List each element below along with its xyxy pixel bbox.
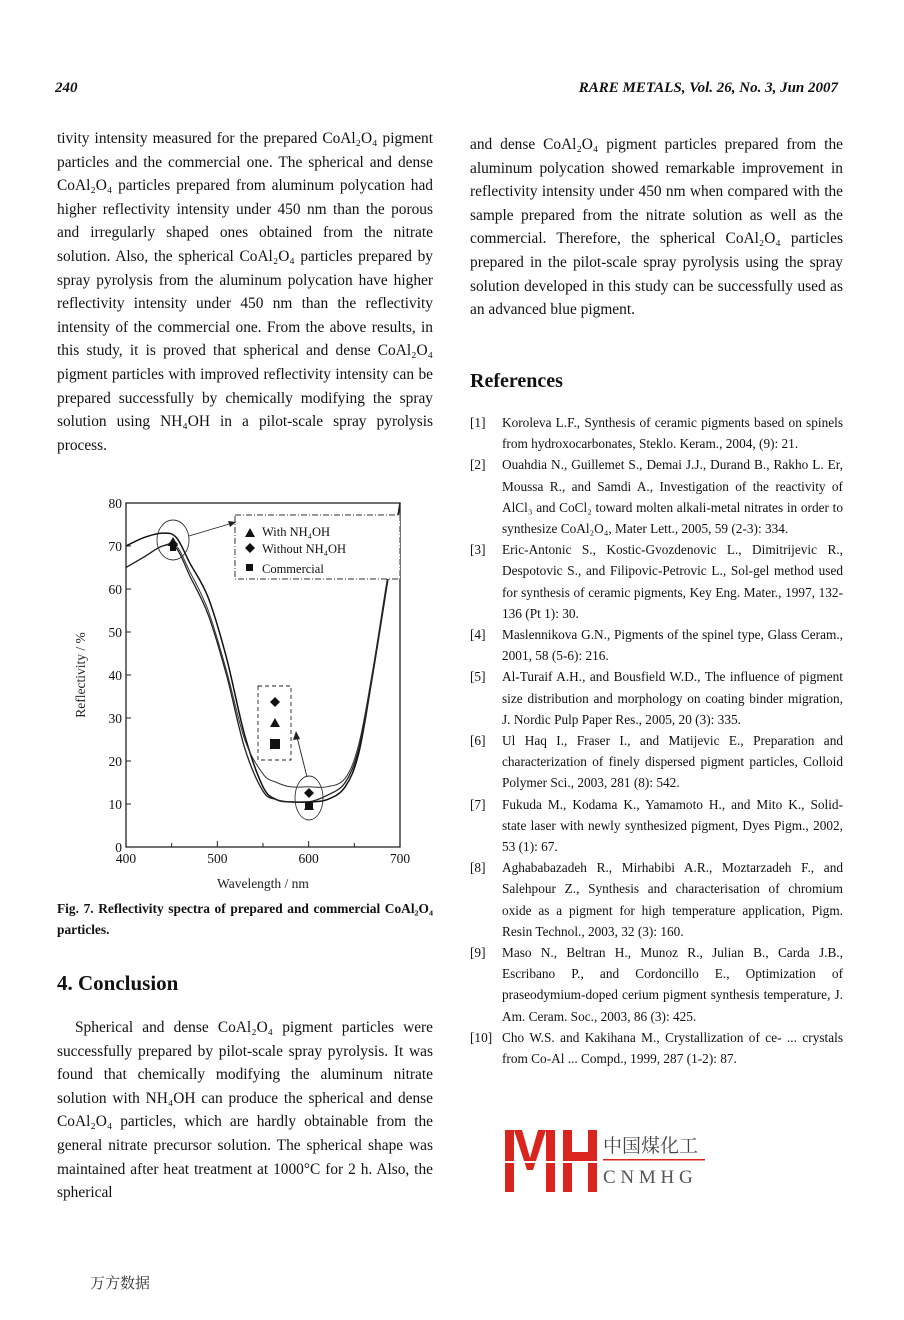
reference-text: Maslennikova G.N., Pigments of the spinel type, Glass Ceram., 2001, 58 (5-6): 216. xyxy=(502,627,843,664)
reference-number: [2] xyxy=(470,457,486,473)
reference-number: [9] xyxy=(470,945,486,961)
footer-source: 万方数据 xyxy=(90,1274,151,1292)
reference-number: [10] xyxy=(470,1029,493,1045)
annotation-peak-ellipse xyxy=(157,520,236,560)
references-title: References xyxy=(470,370,563,392)
right-paragraph-text: and dense CoAl₂O₄ pigment particles prepared from the aluminum polycation showed remarkable improvement in reflectivity intensity under 450 nm when compared with the sample prepared from the nitrate solution as well as the commercial. Therefore, the spherical CoAl₂O₄ particles prepared in the pilot-scale spray pyrolysis using the spray solution developed in this study can be successfully used as an advanced blue pigment. xyxy=(470,136,843,319)
svg-text:70: 70 xyxy=(108,539,122,554)
reference-number: [6] xyxy=(470,733,486,749)
left-paragraph xyxy=(57,127,433,457)
svg-text:Commercial: Commercial xyxy=(262,562,324,576)
conclusion-text: Spherical and dense CoAl₂O₄ pigment particles were successfully prepared by pilot-scale spray pyrolysis. It was found that chemically modifying the aluminum nitrate solution with NH₄OH can produce the spherical and dense CoAl₂O₄ particles, which are hardly obtainable from the general nitrate precursor solution. The spherical shape was maintained after heat treatment at 1000°C for 2 h. Also, the spherical xyxy=(57,1019,433,1202)
svg-text:Without NH₄OH: Without NH₄OH xyxy=(262,542,347,556)
svg-text:0: 0 xyxy=(115,840,122,855)
svg-text:50: 50 xyxy=(108,625,122,640)
reference-number: [3] xyxy=(470,542,486,558)
svg-text:700: 700 xyxy=(389,851,411,866)
page-number: 240 xyxy=(55,80,78,96)
reference-number: [7] xyxy=(470,796,486,812)
references-list xyxy=(470,412,843,1069)
reference-text: Cho W.S. and Kakihana M., Crystallization of ce- ... crystals from Co-Al ... Compd., 1999, 287 (1-2): 87. xyxy=(502,1029,843,1067)
reference-item xyxy=(470,412,843,454)
svg-text:20: 20 xyxy=(108,754,122,769)
reference-item xyxy=(470,942,843,1027)
journal-header: RARE METALS, Vol. 26, No. 3, Jun 2007 xyxy=(578,80,838,96)
reflectivity-chart xyxy=(60,488,440,898)
reference-text: Eric-Antonic S., Kostic-Gvozdenovic L., Dimitrijevic R., Despotovic S., and Filipovic-Petrovic L., Sol-gel method used for synthesis of ceramic pigments, Key Eng. Mater., 1997, 132-136 (Pt 1): 30. xyxy=(502,542,843,621)
reference-item xyxy=(470,857,843,942)
y-axis-ticks xyxy=(109,496,132,855)
reference-text: Aghababazadeh R., Mirhabibi A.R., Moztarzadeh F., and Salehpour Z., Synthesis and characterisation of chromium oxide as a pigment for high temperature application, Pigm. Resin Technol., 2003, 32 (3): 160. xyxy=(502,860,843,939)
conclusion-paragraph xyxy=(57,1016,433,1205)
figure-caption: Fig. 7. Reflectivity spectra of prepared and commercial CoAl₂O₄ particles. xyxy=(57,901,433,937)
reference-number: [1] xyxy=(470,415,486,430)
reference-text: Maso N., Beltran H., Munoz R., Julian B., Carda J.B., Escribano P., and Cordoncillo E., Optimization of praseodymium-doped cerium pigment synthesis temperature, J. Am. Ceram. Soc., 2003, 86 (3): 425. xyxy=(502,945,843,1024)
reference-text: Fukuda M., Kodama K., Yamamoto H., and Mito K., Solid-state laser with newly synthesized pigment, Dyes Pigm., 2002, 53 (1): 67. xyxy=(502,796,843,855)
svg-text:40: 40 xyxy=(108,668,122,683)
reference-text: Al-Turaif A.H., and Bousfield W.D., The influence of pigment size distribution and morphology on coating binder migration, J. Nordic Pulp Paper Res., 2005, 20 (3): 335. xyxy=(502,669,843,727)
x-axis-ticks xyxy=(116,841,411,866)
watermark-logo xyxy=(505,1130,710,1192)
right-paragraph xyxy=(470,133,843,322)
reference-item xyxy=(470,730,843,794)
reference-item xyxy=(470,454,843,539)
reference-number: [4] xyxy=(470,627,486,643)
svg-text:60: 60 xyxy=(108,582,122,597)
reference-number: [8] xyxy=(470,860,486,876)
marker-box xyxy=(258,686,291,760)
left-paragraph-text: tivity intensity measured for the prepared CoAl₂O₄ pigment particles and the commercial one. The spherical and dense CoAl₂O₄ particles prepared from aluminum polycation had higher reflectivity intensity under 450 nm than the porous and irregularly shaped ones obtained from the nitrate solution. Also, the spherical CoAl₂O₄ particles prepared by spray pyrolysis from the aluminum polycation have higher reflectivity intensity under 450 nm than the reflectivity intensity of the commercial one. From the above results, in this study, it is proved that spherical and dense CoAl₂O₄ pigment particles with improved reflectivity intensity can be prepared successfully by chemically modifying the spray solution using NH₄OH in a pilot-scale spray pyrolysis process. xyxy=(57,130,433,454)
svg-text:C N M H G: C N M H G xyxy=(603,1167,693,1188)
reference-text: Koroleva L.F., Synthesis of ceramic pigments based on spinels from hydroxocarbonates, Steklo. Keram., 2004, (9): 21. xyxy=(502,415,843,452)
svg-text:With NH₄OH: With NH₄OH xyxy=(262,525,331,539)
svg-text:中国煤化工: 中国煤化工 xyxy=(603,1136,699,1157)
reference-text: Ul Haq I., Fraser I., and Matijevic E., Preparation and characterization of finely dispersed pigment particles, Colloid Polymer Sci., 2003, 281 (8): 542. xyxy=(502,733,843,791)
svg-text:400: 400 xyxy=(115,851,137,866)
reference-item xyxy=(470,539,843,624)
svg-text:500: 500 xyxy=(207,851,228,866)
legend-box xyxy=(235,515,400,579)
svg-text:80: 80 xyxy=(108,496,122,511)
reference-item xyxy=(470,1027,843,1069)
y-axis-label: Reflectivity / % xyxy=(73,632,88,718)
svg-text:10: 10 xyxy=(108,797,122,812)
reference-item xyxy=(470,624,843,666)
svg-text:30: 30 xyxy=(108,711,122,726)
section-title-conclusion: 4. Conclusion xyxy=(57,971,179,995)
reference-item xyxy=(470,666,843,730)
reference-item xyxy=(470,794,843,858)
reference-text: Ouahdia N., Guillemet S., Demai J.J., Durand B., Rakho L. Er, Moussa R., and Samdi A., Investigation of the reactivity of AlCl₃ and CoCl₂ toward molten alkali-metal nitrates in order to synthesize CoAl₂O₄, Mater Lett., 2005, 59 (2-3): 334. xyxy=(502,457,843,537)
x-axis-label: Wavelength / nm xyxy=(217,876,309,891)
reference-number: [5] xyxy=(470,669,486,685)
svg-text:600: 600 xyxy=(298,851,319,866)
mh-logo-icon xyxy=(505,1130,597,1192)
